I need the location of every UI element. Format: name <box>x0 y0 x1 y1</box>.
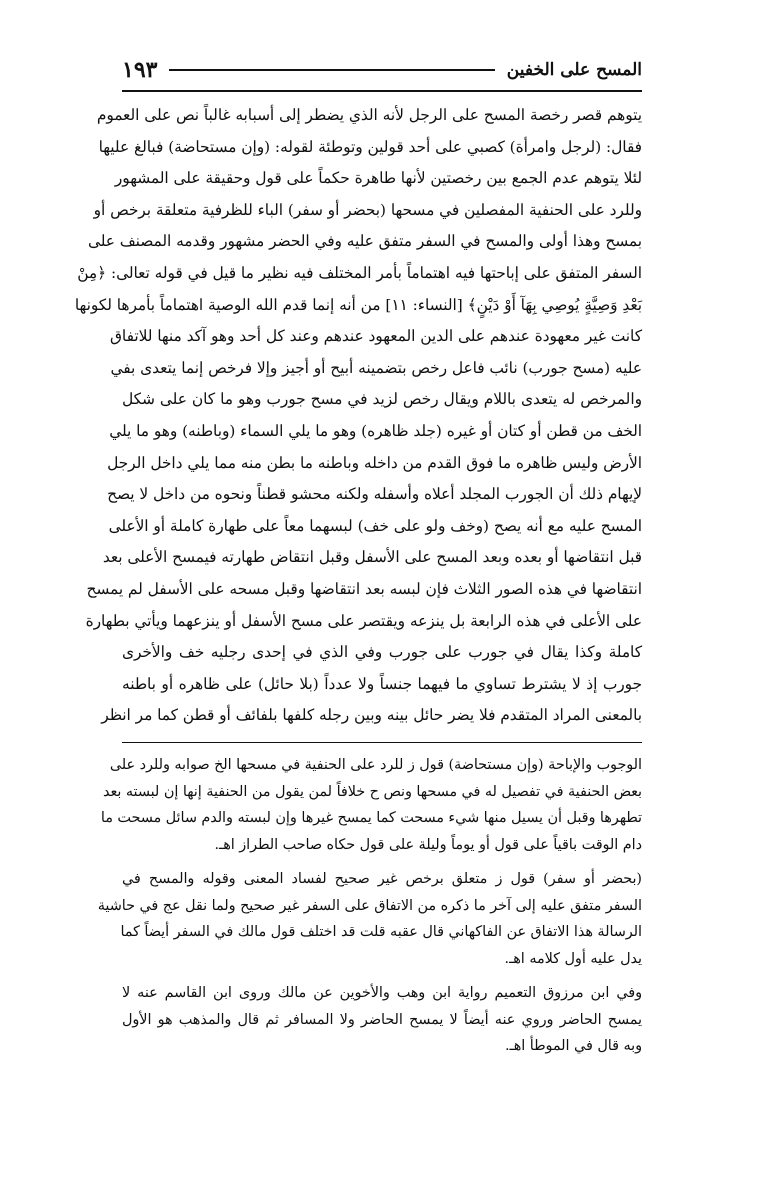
main-text-line: الأرض وليس ظاهره ما فوق القدم من داخله وباطنه ما بطن منه مما يلي داخل الرجل <box>107 453 642 472</box>
main-text-line: فقال: (لرجل وامرأة) كصبي على أحد قولين وتوطئة لقوله: (وإن مستحاضة) فبالغ عليها <box>98 137 642 156</box>
page-number: ١٩٣ <box>122 57 158 83</box>
main-text-line: لئلا يتوهم عدم الجمع بين رخصتين لأنها طاهرة حكماً على قول وحقيقة على المشهور <box>114 169 642 188</box>
footnote-line: دام الوقت باقياً على قول أو يوماً وليلة على قول حكاه صاحب الطراز اهـ. <box>214 836 642 853</box>
footnotes <box>97 752 642 1072</box>
main-text-line: بَعْدِ وَصِيَّةٍ يُوصِي بِهَآ أَوْ دَيْنٍ﴾ [النساء: ١١] من أنه إنما قدم الله الوصية اهتماماً بأمرها لكونها <box>74 295 642 314</box>
main-text-line: يتوهم قصر رخصة المسح على الرجل لأنه الذي يضطر إلى أسبابه غالباً نص على العموم <box>96 106 642 124</box>
running-title: المسح على الخفين <box>506 60 642 80</box>
main-text-line: الخف من قطن أو كتان أو غيره (جلد ظاهره) وهو ما يلي السماء (وباطنه) وهو ما يلي <box>109 421 642 440</box>
main-text-line: كاملة وكذا يقال في جورب على جورب وفي الذي في إحدى رجليه خف والأخرى <box>122 643 642 662</box>
footnote-line: الوجوب والإباحة (وإن مستحاضة) قول ز للرد على الحنفية في مسحها الخ صوابه وللرد على <box>109 757 642 773</box>
main-text-line: المسح عليه مع أنه يصح (وخف ولو على خف) لبسهما معاً على طهارة كاملة أو الأعلى <box>108 516 642 535</box>
main-text-line: وللرد على الحنفية المفصلين في مسحها (بحضر أو سفر) الباء للظرفية متعلقة برخص أو <box>93 200 642 219</box>
footnote-line: وبه قال في الموطأ اهـ. <box>504 1038 642 1054</box>
main-text-line: والمرخص له يتعدى باللام ويقال رخص لزيد في مسح جورب وهو ما كان على شكل <box>122 390 642 409</box>
main-text-line: قبل انتقاضها أو بعده وبعد المسح على الأسفل وقبل انتقاض طهارته فيمسح الأعلى بعد <box>102 548 642 567</box>
page-header <box>122 56 642 84</box>
main-text-line: كانت غير معهودة عندهم على الدين المعهود عندهم وعند كل أحد وهو آكد منها للاتفاق <box>110 327 642 346</box>
main-text-line: السفر المتفق على إباحتها فيه اهتماماً بأمر المختلف فيه نظير ما قيل في قوله تعالى: ﴿مِنْ <box>77 263 642 282</box>
footnote-paragraph <box>97 866 642 972</box>
main-text-line: بالمعنى المراد المتقدم فلا يضر حائل بينه وبين رجله كلفها بلفائف أو قطن كما مر انظر <box>101 706 642 725</box>
main-text-line: عليه (مسح جورب) نائب فاعل رخص بتضمينه أبيح أو أجيز وإلا فرخص إنما يتعدى بفي <box>110 358 642 377</box>
footnote-line: بعض الحنفية في تفصيل له في مسحها ونص ح خلافاً لمن يقول من الحنفية إنها إن لبسته بعد <box>102 783 642 800</box>
main-text-line: بمسح وهذا أولى والمسح في السفر متفق عليه وفي الحضر مشهور وقدمه المصنف على <box>87 232 642 251</box>
main-text-line: على الأعلى في هذه الرابعة بل ينزعه ويقتصر على مسح الأسفل أو ينزعهما ويأتي بطهارة <box>85 611 642 630</box>
footnote-paragraph <box>100 752 642 858</box>
header-dash-line <box>169 69 494 71</box>
main-text-line: انتقاضها في هذه الصور الثلاث فإن لبسه بعد انتقاضها وقبل مسحه على الأسفل لم يمسح <box>86 579 642 598</box>
footnote-separator <box>122 742 642 743</box>
main-text-line: لإيهام ذلك أن الجورب المجلد أعلاه وأسفله ولكنه محشو قطناً ونحوه من داخل لا يصح <box>107 485 642 504</box>
main-text-line: جورب إذ لا يشترط تساوي ما فيهما جنساً ولا عدداً (بلا حائل) على ظاهره أو باطنه <box>122 674 642 693</box>
footnote-line: يدل عليه أول كلامه اهـ. <box>504 950 642 967</box>
footnote-line: الرسالة هذا الاتفاق عن الفاكهاني قال عقبه قلت قد اختلف قول مالك في السفر أيضاً كما <box>120 924 642 940</box>
footnote-line: (بحضر أو سفر) قول ز متعلق برخص غير صحيح لفساد المعنى وقوله والمسح في <box>122 871 642 887</box>
footnote-line: يمسح الحاضر وروي عنه أيضاً لا يمسح الحاضر ولا المسافر ثم قال والمذهب هو الأول <box>122 1011 642 1028</box>
footnote-line: وفي ابن مرزوق التعميم رواية ابن وهب والأخوين عن مالك وروى ابن القاسم عنه لا <box>122 985 642 1001</box>
header-rule <box>122 90 642 92</box>
footnote-line: تطهرها وقبل أن يسيل منها شيء مسحت كما يمسح غيرها وإن لبسته والدم سائل مسحت ما <box>100 810 642 826</box>
footnote-line: السفر متفق عليه إلى آخر ما ذكره من الاتفاق على السفر غير صحيح ولما نقل عج في حاشية <box>97 897 642 914</box>
main-text <box>74 100 642 732</box>
footnote-paragraph <box>122 980 642 1060</box>
